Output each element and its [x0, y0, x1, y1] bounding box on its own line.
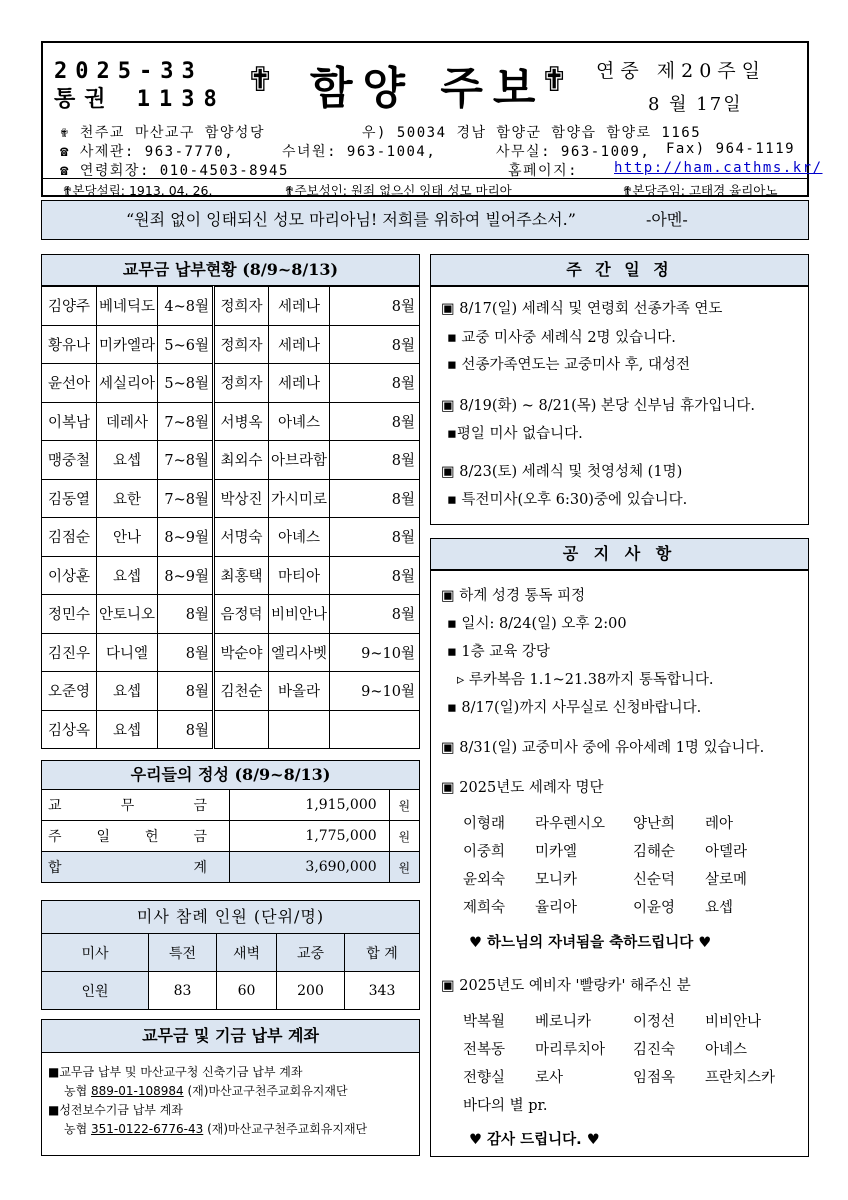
payment-months: 9~10월 — [330, 672, 420, 711]
payer-name: 정희자 — [214, 325, 269, 364]
saint-name: 살로메 — [705, 872, 748, 888]
account-line — [48, 1082, 413, 1101]
label-char: 주 — [48, 829, 64, 845]
payer-saint — [269, 710, 330, 749]
label-char: 일 — [96, 829, 113, 845]
person-name: 임점옥 — [633, 1070, 676, 1086]
payer-saint: 비비안나 — [269, 595, 330, 634]
church-info-line — [60, 122, 702, 142]
convent-phone: 수녀원: 963-1004, — [282, 144, 437, 160]
payer-saint: 세레나 — [269, 364, 330, 403]
notices-title: 공 지 사 항 — [430, 538, 809, 570]
payer-name: 최외수 — [214, 441, 269, 480]
payer-name: 김양주 — [42, 287, 97, 326]
payments-title: 교무금 납부현황 (8/9~8/13) — [41, 254, 420, 286]
notice-item: ▣ 2025년도 세례자 명단 — [441, 780, 604, 796]
person-name: 양난희 — [633, 816, 676, 832]
homepage-url[interactable]: http://ham.cathms.kr/ — [614, 160, 823, 176]
payer-saint: 아녜스 — [269, 518, 330, 557]
mass-cell: 343 — [345, 972, 420, 1010]
payer-saint: 엘리사벳 — [269, 633, 330, 672]
payer-saint: 요셉 — [97, 710, 158, 749]
payer-saint: 마티아 — [269, 556, 330, 595]
payer-name: 서병옥 — [214, 402, 269, 441]
schedule-item: ▪ 교중 미사중 세례식 2명 있습니다. — [447, 330, 676, 346]
payment-months: 8월 — [330, 325, 420, 364]
payment-months: 8월 — [330, 441, 420, 480]
person-name: 이정선 — [633, 1014, 676, 1030]
mass-count-row — [42, 972, 420, 1010]
mass-header-row — [42, 934, 420, 972]
table-row — [42, 479, 420, 518]
table-row — [42, 672, 420, 711]
payment-months: 8월 — [330, 556, 420, 595]
payer-saint: 요한 — [97, 479, 158, 518]
payment-months: 5~8월 — [158, 364, 214, 403]
liturgical-week: 연중 제20주일 — [596, 60, 766, 82]
founded-date: ✟본당설립: 1913. 04. 26. — [62, 183, 213, 198]
payer-name: 김동열 — [42, 479, 97, 518]
saint-name: 모니카 — [535, 872, 578, 888]
currency-unit: 원 — [389, 790, 419, 821]
offering-row — [42, 790, 420, 821]
payer-name: 오준영 — [42, 672, 97, 711]
payer-saint: 요셉 — [97, 441, 158, 480]
table-row — [42, 402, 420, 441]
notice-item: ▹ 루카복음 1.1~21.38까지 통독합니다. — [457, 672, 714, 688]
payer-saint: 안토니오 — [97, 595, 158, 634]
bank-name: 농협 — [64, 1122, 88, 1136]
payment-months: 8월 — [158, 595, 214, 634]
label-char: 금 — [193, 829, 209, 845]
office-phone: 사무실: 963-1009, — [496, 144, 651, 160]
payer-name: 이상훈 — [42, 556, 97, 595]
homepage-link[interactable] — [614, 160, 823, 176]
issue-year: 2025-33 — [54, 59, 203, 84]
notice-item: ▣ 2025년도 예비자 '빨랑카' 해주신 분 — [441, 978, 691, 994]
fax-number: Fax) 964-1119 — [666, 141, 796, 157]
payer-name: 박상진 — [214, 479, 269, 518]
phone-line — [60, 141, 796, 161]
payer-name: 음정덕 — [214, 595, 269, 634]
saint-name: 로사 — [535, 1070, 564, 1086]
payment-months: 8~9월 — [158, 518, 214, 557]
payer-saint: 세레나 — [269, 287, 330, 326]
payment-months: 5~6월 — [158, 325, 214, 364]
schedule-item: ▪ 선종가족연도는 교중미사 후, 대성전 — [447, 357, 690, 373]
offering-row — [42, 821, 420, 852]
label-char: 헌 — [144, 829, 161, 845]
offering-label — [42, 852, 230, 883]
person-name: 전향실 — [463, 1070, 506, 1086]
saint-name: 베로니카 — [535, 1014, 592, 1030]
congrats-message: ♥ 하느님의 자녀됨을 축하드립니다 ♥ — [469, 935, 712, 951]
payment-months: 8월 — [330, 364, 420, 403]
payer-name: 최홍택 — [214, 556, 269, 595]
payer-saint: 안나 — [97, 518, 158, 557]
payer-name — [214, 710, 269, 749]
cross-icon: ✟ — [540, 60, 569, 100]
account-owner: (재)마산교구천주교회유지재단 — [187, 1084, 348, 1098]
label-char: 금 — [193, 798, 209, 814]
mass-header: 합 계 — [345, 934, 420, 972]
amen-text: -아멘- — [646, 210, 688, 229]
notices-box — [430, 570, 809, 1157]
pastor-name: ✟본당주임: 고태경 율리아노 — [622, 183, 778, 198]
mass-table — [41, 933, 420, 1010]
mass-header: 특전 — [149, 934, 217, 972]
notice-item: ▪ 일시: 8/24(일) 오후 2:00 — [447, 616, 627, 632]
payer-name: 김천순 — [214, 672, 269, 711]
rectory-phone: ☎ 사제관: 963-7770, — [60, 144, 235, 160]
saint-name: 아녜스 — [705, 1042, 748, 1058]
payment-months: 7~8월 — [158, 441, 214, 480]
mass-cell: 83 — [149, 972, 217, 1010]
payments-table — [41, 286, 420, 749]
person-name: 박복월 — [463, 1014, 506, 1030]
payer-name: 이복남 — [42, 402, 97, 441]
notice-item: ▪ 8/17(일)까지 사무실로 신청바랍니다. — [447, 700, 702, 716]
table-row — [42, 518, 420, 557]
person-name: 제희숙 — [463, 900, 506, 916]
offering-amount: 1,915,000 — [229, 790, 389, 821]
saint-name: 레아 — [705, 816, 734, 832]
currency-unit: 원 — [389, 852, 419, 883]
table-row — [42, 556, 420, 595]
parish-facts — [42, 178, 808, 198]
payer-name: 정희자 — [214, 287, 269, 326]
accounts-title: 교무금 및 기금 납부 계좌 — [41, 1019, 420, 1053]
schedule-item: ▪ 특전미사(오후 6:30)중에 있습니다. — [447, 492, 688, 508]
currency-unit: 원 — [389, 821, 419, 852]
payment-months: 8월 — [330, 479, 420, 518]
saint-name: 라우렌시오 — [535, 816, 606, 832]
payment-months: 8월 — [330, 287, 420, 326]
payer-saint: 바올라 — [269, 672, 330, 711]
payment-months: 7~8월 — [158, 479, 214, 518]
payer-saint: 아브라함 — [269, 441, 330, 480]
saint-name: 아델라 — [705, 844, 748, 860]
table-row — [42, 595, 420, 634]
mass-header: 새벽 — [217, 934, 277, 972]
payer-saint: 데레사 — [97, 402, 158, 441]
table-row — [42, 287, 420, 326]
bank-name: 농협 — [64, 1084, 88, 1098]
payer-name: 맹중철 — [42, 441, 97, 480]
mass-cell: 200 — [277, 972, 345, 1010]
person-name: 전복동 — [463, 1042, 506, 1058]
person-name: 이윤영 — [633, 900, 676, 916]
payment-months: 7~8월 — [158, 402, 214, 441]
saint-name: 미카엘 — [535, 844, 578, 860]
offering-label-chars — [48, 857, 223, 877]
account-desc: ■성전보수기금 납부 계좌 — [48, 1103, 183, 1117]
payer-saint: 세실리아 — [97, 364, 158, 403]
prayer-text: “원죄 없이 잉태되신 성모 마리아님! 저희를 위하여 빌어주소서.” — [126, 210, 576, 229]
notice-item: ▪ 1층 교육 강당 — [447, 644, 550, 660]
offering-amount: 3,690,000 — [229, 852, 389, 883]
payer-name: 김상옥 — [42, 710, 97, 749]
account-number: 889-01-108984 — [91, 1084, 184, 1098]
payer-saint: 요셉 — [97, 556, 158, 595]
label-char: 계 — [193, 860, 209, 876]
notice-item: ▣ 8/31(일) 교중미사 중에 유아세례 1명 있습니다. — [441, 740, 765, 756]
issue-number — [54, 58, 226, 114]
person-name: 김해순 — [633, 844, 676, 860]
payer-name: 박순야 — [214, 633, 269, 672]
offering-amount: 1,775,000 — [229, 821, 389, 852]
person-name: 김진숙 — [633, 1042, 676, 1058]
payer-name: 정민수 — [42, 595, 97, 634]
account-line — [48, 1120, 413, 1139]
table-row — [42, 441, 420, 480]
payment-months: 8월 — [330, 518, 420, 557]
table-row — [42, 710, 420, 749]
schedule-title: 주 간 일 정 — [430, 254, 809, 286]
saint-name: 마리루치아 — [535, 1042, 606, 1058]
payer-saint: 가시미로 — [269, 479, 330, 518]
schedule-item: ▣ 8/23(토) 세례식 및 첫영성체 (1명) — [441, 464, 683, 480]
payer-name: 김점순 — [42, 518, 97, 557]
label-char: 무 — [120, 798, 137, 814]
offering-row — [42, 852, 420, 883]
payment-months: 8월 — [330, 595, 420, 634]
payer-saint: 요셉 — [97, 672, 158, 711]
account-desc: ■교무금 납부 및 마산교구청 신축기금 납부 계좌 — [48, 1065, 303, 1079]
saint-name: 요셉 — [705, 900, 734, 916]
payment-months: 8월 — [330, 402, 420, 441]
person-name: 이중희 — [463, 844, 506, 860]
person-name: 이형래 — [463, 816, 506, 832]
payer-name: 김진우 — [42, 633, 97, 672]
label-char: 합 — [48, 860, 64, 876]
offering-label — [42, 821, 230, 852]
payment-months: 8월 — [158, 672, 214, 711]
saint-name: 율리아 — [535, 900, 578, 916]
mass-title: 미사 참례 인원 (단위/명) — [41, 900, 420, 934]
council-line — [60, 160, 823, 180]
person-name: 바다의 별 pr. — [463, 1098, 548, 1114]
person-name: 윤외숙 — [463, 872, 506, 888]
schedule-box — [430, 286, 809, 525]
payer-saint: 미카엘라 — [97, 325, 158, 364]
payer-name: 정희자 — [214, 364, 269, 403]
patron-saint: ✟주보성인: 원죄 없으신 잉태 성모 마리아 — [284, 183, 512, 198]
person-name: 신순덕 — [633, 872, 676, 888]
payer-saint: 베네딕도 — [97, 287, 158, 326]
notice-item: ▣ 하계 성경 통독 피정 — [441, 588, 586, 604]
mass-header: 교중 — [277, 934, 345, 972]
mass-cell: 60 — [217, 972, 277, 1010]
payer-saint: 다니엘 — [97, 633, 158, 672]
table-row — [42, 364, 420, 403]
council-phone: ☎ 연령회장: 010-4503-8945 — [60, 163, 289, 179]
payer-name: 윤선아 — [42, 364, 97, 403]
label-char: 교 — [48, 798, 64, 814]
payment-months: 9~10월 — [330, 633, 420, 672]
table-row — [42, 633, 420, 672]
homepage-label: 홈페이지: — [508, 163, 579, 179]
payment-months: 4~8월 — [158, 287, 214, 326]
saint-name: 비비안나 — [705, 1014, 762, 1030]
saint-name: 프란치스카 — [705, 1070, 776, 1086]
account-number: 351-0122-6776-43 — [91, 1122, 204, 1136]
schedule-item: ▣ 8/17(일) 세례식 및 연령회 선종가족 연도 — [441, 301, 723, 317]
prayer-banner — [41, 200, 809, 240]
offering-label-chars — [48, 826, 223, 846]
schedule-item: ▪평일 미사 없습니다. — [447, 426, 583, 442]
cross-icon: ✟ — [246, 60, 275, 100]
offering-label-chars — [48, 795, 223, 815]
payer-saint: 아녜스 — [269, 402, 330, 441]
payment-months: 8월 — [158, 633, 214, 672]
table-row — [42, 325, 420, 364]
payment-months — [330, 710, 420, 749]
bulletin-date: 8 월 17일 — [648, 94, 743, 115]
account-owner: (재)마산교구천주교회유지재단 — [207, 1122, 368, 1136]
offerings-table — [41, 789, 420, 883]
schedule-item: ▣ 8/19(화) ~ 8/21(목) 본당 신부님 휴가입니다. — [441, 398, 755, 414]
payment-months: 8~9월 — [158, 556, 214, 595]
payer-saint: 세레나 — [269, 325, 330, 364]
thanks-message: ♥ 감사 드립니다. ♥ — [469, 1132, 600, 1148]
accounts-box — [41, 1052, 420, 1156]
church-address: 우) 50034 경남 함양군 함양읍 함양로 1165 — [362, 125, 702, 141]
payer-name: 서명숙 — [214, 518, 269, 557]
offerings-title: 우리들의 정성 (8/9~8/13) — [41, 760, 420, 790]
mass-cell: 인원 — [42, 972, 149, 1010]
church-name: ✟ 천주교 마산교구 함양성당 — [60, 125, 265, 141]
mass-header: 미사 — [42, 934, 149, 972]
payer-name: 황유나 — [42, 325, 97, 364]
issue-total: 통권 1138 — [54, 87, 226, 112]
offering-label — [42, 790, 230, 821]
page-title: 함양 주보 — [310, 63, 546, 114]
payment-months: 8월 — [158, 710, 214, 749]
